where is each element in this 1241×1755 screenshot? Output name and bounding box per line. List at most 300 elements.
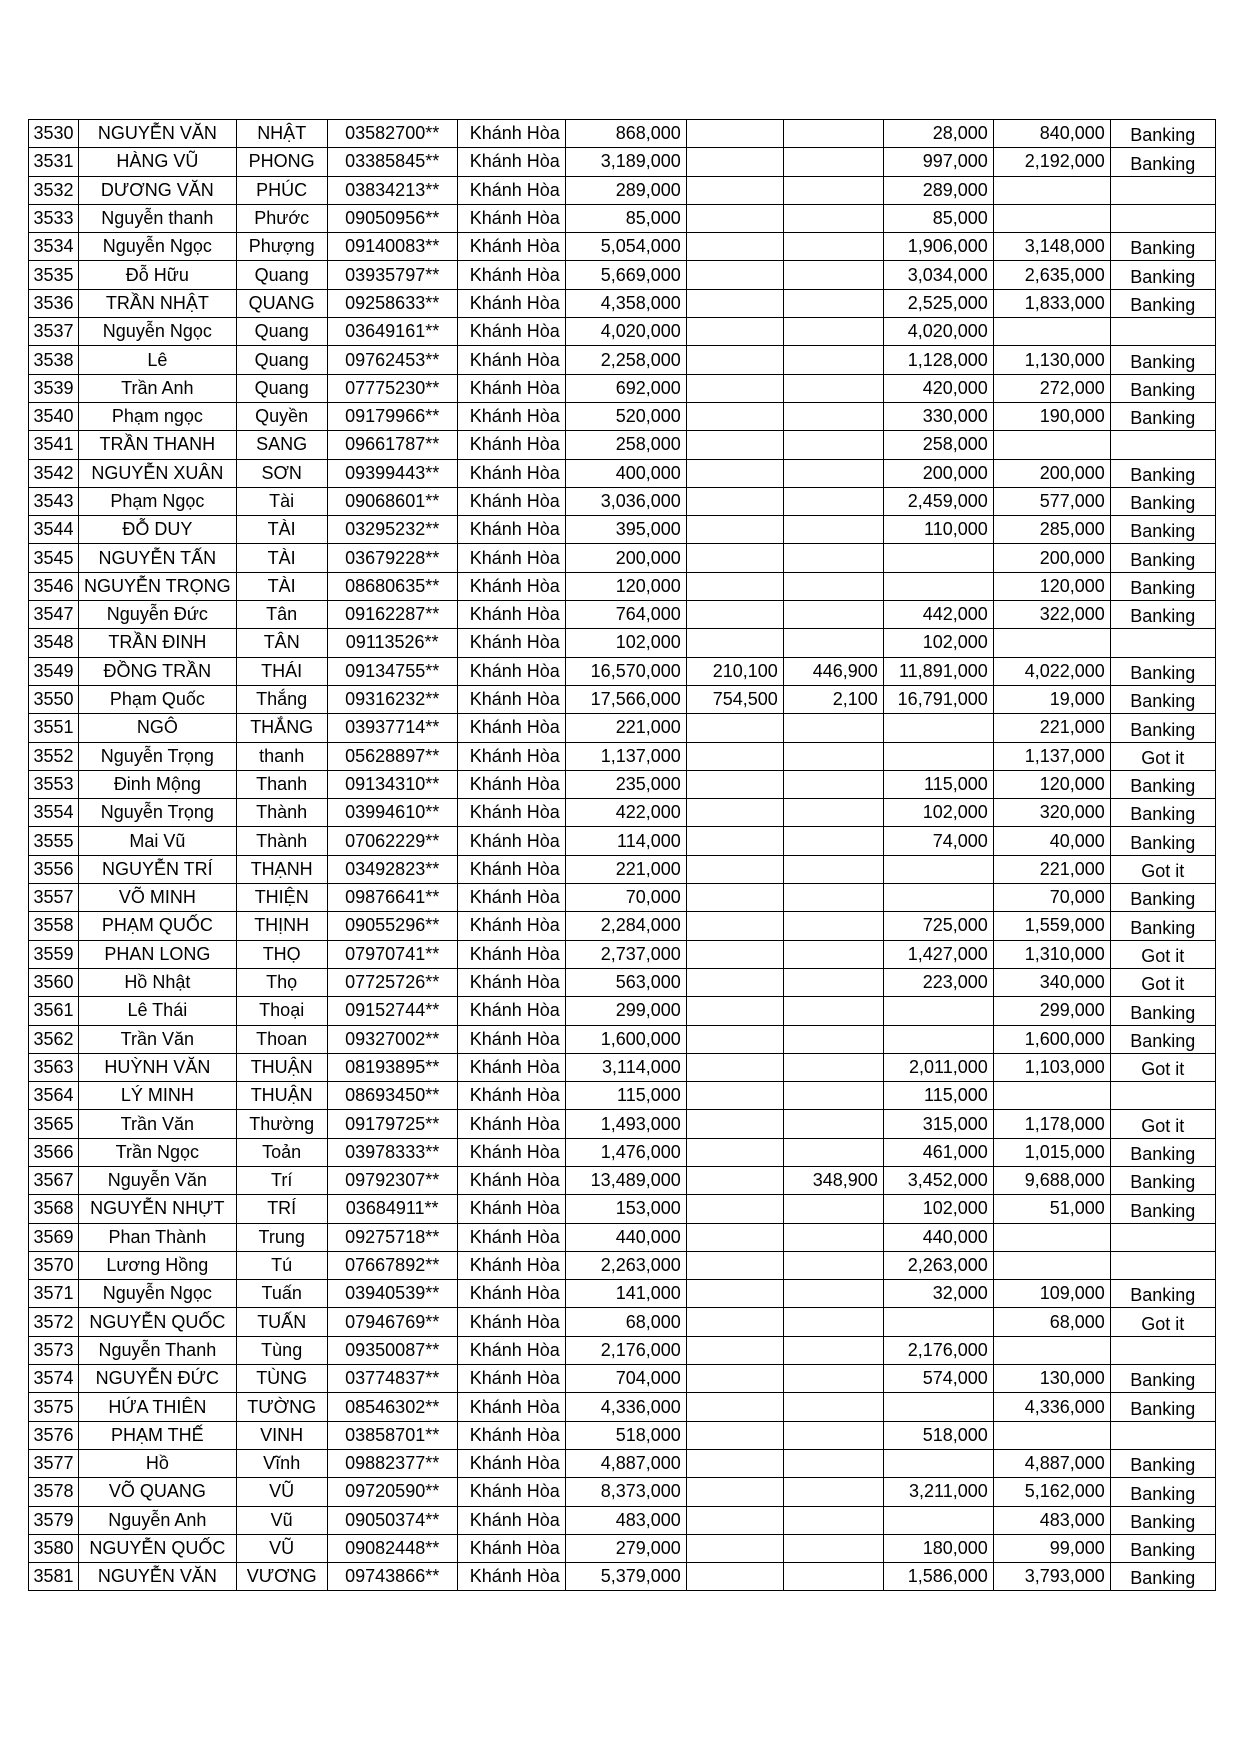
phone-cell: 09327002**	[327, 1025, 457, 1053]
payment-method-cell: Banking	[1110, 1138, 1215, 1166]
last-middle-name-cell: TRẦN ĐINH	[79, 629, 237, 657]
payment-method-cell: Banking	[1110, 487, 1215, 515]
table-row	[29, 120, 1216, 148]
row-index-cell: 3561	[29, 997, 79, 1025]
row-index-cell: 3566	[29, 1138, 79, 1166]
amount-col-7-cell	[686, 884, 783, 912]
amount-col-10-cell: 483,000	[993, 1506, 1110, 1534]
province-cell: Khánh Hòa	[457, 685, 565, 713]
amount-col-9-cell	[883, 1308, 993, 1336]
amount-col-7-cell	[686, 997, 783, 1025]
row-index-cell: 3562	[29, 1025, 79, 1053]
row-index-cell: 3575	[29, 1393, 79, 1421]
payment-method-cell	[1110, 176, 1215, 204]
amount-col-8-cell	[783, 1025, 883, 1053]
amount-col-8-cell	[783, 742, 883, 770]
amount-col-8-cell	[783, 148, 883, 176]
payment-method-cell: Banking	[1110, 233, 1215, 261]
row-index-cell: 3534	[29, 233, 79, 261]
amount-col-8-cell	[783, 1506, 883, 1534]
last-middle-name-cell: Phạm Quốc	[79, 685, 237, 713]
province-cell: Khánh Hòa	[457, 1308, 565, 1336]
first-name-cell: TÂN	[236, 629, 327, 657]
amount-col-9-cell: 11,891,000	[883, 657, 993, 685]
phone-cell: 08193895**	[327, 1053, 457, 1081]
payment-method-cell: Banking	[1110, 1365, 1215, 1393]
first-name-cell: Tân	[236, 601, 327, 629]
total-amount-cell: 289,000	[565, 176, 686, 204]
total-amount-cell: 120,000	[565, 572, 686, 600]
total-amount-cell: 221,000	[565, 714, 686, 742]
amount-col-10-cell: 299,000	[993, 997, 1110, 1025]
first-name-cell: TÀI	[236, 572, 327, 600]
amount-col-7-cell	[686, 431, 783, 459]
amount-col-10-cell: 19,000	[993, 685, 1110, 713]
first-name-cell: THẮNG	[236, 714, 327, 742]
last-middle-name-cell: Hồ	[79, 1449, 237, 1477]
total-amount-cell: 70,000	[565, 884, 686, 912]
amount-col-7-cell	[686, 770, 783, 798]
province-cell: Khánh Hòa	[457, 459, 565, 487]
table-row	[29, 1421, 1216, 1449]
payment-method-cell: Banking	[1110, 1195, 1215, 1223]
table-row	[29, 742, 1216, 770]
phone-cell: 03774837**	[327, 1365, 457, 1393]
amount-col-9-cell: 74,000	[883, 827, 993, 855]
table-row	[29, 1195, 1216, 1223]
amount-col-10-cell: 272,000	[993, 374, 1110, 402]
phone-cell: 03834213**	[327, 176, 457, 204]
phone-cell: 09762453**	[327, 346, 457, 374]
payment-method-cell	[1110, 431, 1215, 459]
amount-col-9-cell: 85,000	[883, 204, 993, 232]
amount-col-8-cell	[783, 1421, 883, 1449]
amount-col-8-cell	[783, 1478, 883, 1506]
payment-method-cell	[1110, 1336, 1215, 1364]
total-amount-cell: 8,373,000	[565, 1478, 686, 1506]
payment-method-cell: Banking	[1110, 1025, 1215, 1053]
first-name-cell: THIỆN	[236, 884, 327, 912]
last-middle-name-cell: NGUYỄN VĂN	[79, 120, 237, 148]
amount-col-10-cell: 130,000	[993, 1365, 1110, 1393]
payment-method-cell: Got it	[1110, 855, 1215, 883]
payment-method-cell: Banking	[1110, 657, 1215, 685]
total-amount-cell: 299,000	[565, 997, 686, 1025]
province-cell: Khánh Hòa	[457, 1195, 565, 1223]
phone-cell: 09661787**	[327, 431, 457, 459]
first-name-cell: SANG	[236, 431, 327, 459]
table-row	[29, 997, 1216, 1025]
table-row	[29, 1280, 1216, 1308]
total-amount-cell: 16,570,000	[565, 657, 686, 685]
row-index-cell: 3559	[29, 940, 79, 968]
amount-col-9-cell: 289,000	[883, 176, 993, 204]
province-cell: Khánh Hòa	[457, 770, 565, 798]
province-cell: Khánh Hòa	[457, 148, 565, 176]
table-row	[29, 912, 1216, 940]
last-middle-name-cell: VÕ QUANG	[79, 1478, 237, 1506]
payment-method-cell: Banking	[1110, 1280, 1215, 1308]
total-amount-cell: 3,114,000	[565, 1053, 686, 1081]
province-cell: Khánh Hòa	[457, 261, 565, 289]
amount-col-10-cell: 190,000	[993, 402, 1110, 430]
amount-col-7-cell	[686, 1563, 783, 1591]
amount-col-9-cell	[883, 544, 993, 572]
phone-cell: 09162287**	[327, 601, 457, 629]
amount-col-10-cell: 2,635,000	[993, 261, 1110, 289]
amount-col-7-cell	[686, 1506, 783, 1534]
first-name-cell: Phước	[236, 204, 327, 232]
row-index-cell: 3537	[29, 318, 79, 346]
table-row	[29, 516, 1216, 544]
row-index-cell: 3553	[29, 770, 79, 798]
province-cell: Khánh Hòa	[457, 997, 565, 1025]
province-cell: Khánh Hòa	[457, 884, 565, 912]
payment-method-cell: Got it	[1110, 968, 1215, 996]
last-middle-name-cell: Nguyễn Thanh	[79, 1336, 237, 1364]
province-cell: Khánh Hòa	[457, 657, 565, 685]
amount-col-9-cell: 3,452,000	[883, 1166, 993, 1194]
phone-cell: 09134310**	[327, 770, 457, 798]
amount-col-8-cell	[783, 1534, 883, 1562]
amount-col-9-cell: 223,000	[883, 968, 993, 996]
last-middle-name-cell: LÝ MINH	[79, 1082, 237, 1110]
amount-col-8-cell	[783, 1449, 883, 1477]
amount-col-9-cell: 518,000	[883, 1421, 993, 1449]
first-name-cell: THỌ	[236, 940, 327, 968]
total-amount-cell: 2,737,000	[565, 940, 686, 968]
phone-cell: 03649161**	[327, 318, 457, 346]
province-cell: Khánh Hòa	[457, 1166, 565, 1194]
amount-col-9-cell: 442,000	[883, 601, 993, 629]
row-index-cell: 3554	[29, 799, 79, 827]
table-row	[29, 374, 1216, 402]
phone-cell: 09399443**	[327, 459, 457, 487]
phone-cell: 08680635**	[327, 572, 457, 600]
amount-col-9-cell: 200,000	[883, 459, 993, 487]
table-row	[29, 261, 1216, 289]
amount-col-7-cell	[686, 855, 783, 883]
amount-col-9-cell: 115,000	[883, 770, 993, 798]
province-cell: Khánh Hòa	[457, 1053, 565, 1081]
payment-method-cell: Banking	[1110, 1393, 1215, 1421]
table-row	[29, 1251, 1216, 1279]
amount-col-9-cell: 315,000	[883, 1110, 993, 1138]
payment-method-cell: Banking	[1110, 120, 1215, 148]
amount-col-7-cell	[686, 629, 783, 657]
province-cell: Khánh Hòa	[457, 233, 565, 261]
row-index-cell: 3546	[29, 572, 79, 600]
amount-col-8-cell	[783, 516, 883, 544]
total-amount-cell: 868,000	[565, 120, 686, 148]
row-index-cell: 3541	[29, 431, 79, 459]
payment-method-cell: Banking	[1110, 912, 1215, 940]
payment-method-cell: Banking	[1110, 261, 1215, 289]
last-middle-name-cell: VÕ MINH	[79, 884, 237, 912]
amount-col-9-cell: 115,000	[883, 1082, 993, 1110]
table-row	[29, 1336, 1216, 1364]
first-name-cell: PHÚC	[236, 176, 327, 204]
payment-method-cell: Banking	[1110, 799, 1215, 827]
amount-col-10-cell: 1,103,000	[993, 1053, 1110, 1081]
amount-col-10-cell: 200,000	[993, 459, 1110, 487]
first-name-cell: TÀI	[236, 516, 327, 544]
amount-col-10-cell	[993, 1223, 1110, 1251]
table-row	[29, 968, 1216, 996]
amount-col-7-cell	[686, 742, 783, 770]
last-middle-name-cell: Phạm ngọc	[79, 402, 237, 430]
amount-col-8-cell	[783, 855, 883, 883]
last-middle-name-cell: Nguyễn Ngọc	[79, 1280, 237, 1308]
payment-method-cell: Got it	[1110, 742, 1215, 770]
amount-col-8-cell	[783, 204, 883, 232]
province-cell: Khánh Hòa	[457, 1138, 565, 1166]
row-index-cell: 3568	[29, 1195, 79, 1223]
total-amount-cell: 483,000	[565, 1506, 686, 1534]
total-amount-cell: 221,000	[565, 855, 686, 883]
amount-col-7-cell	[686, 1336, 783, 1364]
last-middle-name-cell: Nguyễn Trọng	[79, 742, 237, 770]
amount-col-8-cell	[783, 1251, 883, 1279]
amount-col-9-cell: 420,000	[883, 374, 993, 402]
province-cell: Khánh Hòa	[457, 1534, 565, 1562]
phone-cell: 09792307**	[327, 1166, 457, 1194]
phone-cell: 09350087**	[327, 1336, 457, 1364]
row-index-cell: 3577	[29, 1449, 79, 1477]
last-middle-name-cell: HỨA THIÊN	[79, 1393, 237, 1421]
last-middle-name-cell: Hồ Nhật	[79, 968, 237, 996]
row-index-cell: 3532	[29, 176, 79, 204]
table-body	[29, 120, 1216, 1591]
row-index-cell: 3535	[29, 261, 79, 289]
total-amount-cell: 518,000	[565, 1421, 686, 1449]
amount-col-9-cell: 28,000	[883, 120, 993, 148]
total-amount-cell: 4,358,000	[565, 289, 686, 317]
total-amount-cell: 13,489,000	[565, 1166, 686, 1194]
first-name-cell: Tú	[236, 1251, 327, 1279]
total-amount-cell: 395,000	[565, 516, 686, 544]
amount-col-10-cell: 9,688,000	[993, 1166, 1110, 1194]
first-name-cell: Phượng	[236, 233, 327, 261]
phone-cell: 03679228**	[327, 544, 457, 572]
amount-col-7-cell	[686, 487, 783, 515]
amount-col-9-cell: 3,211,000	[883, 1478, 993, 1506]
amount-col-9-cell: 330,000	[883, 402, 993, 430]
province-cell: Khánh Hòa	[457, 204, 565, 232]
amount-col-8-cell	[783, 912, 883, 940]
total-amount-cell: 520,000	[565, 402, 686, 430]
province-cell: Khánh Hòa	[457, 120, 565, 148]
phone-cell: 03858701**	[327, 1421, 457, 1449]
payment-method-cell: Banking	[1110, 1449, 1215, 1477]
last-middle-name-cell: Trần Ngọc	[79, 1138, 237, 1166]
last-middle-name-cell: Nguyễn Văn	[79, 1166, 237, 1194]
last-middle-name-cell: NGUYỄN TẤN	[79, 544, 237, 572]
amount-col-9-cell	[883, 1449, 993, 1477]
amount-col-7-cell	[686, 1280, 783, 1308]
amount-col-7-cell	[686, 544, 783, 572]
amount-col-7-cell	[686, 289, 783, 317]
total-amount-cell: 764,000	[565, 601, 686, 629]
amount-col-9-cell: 110,000	[883, 516, 993, 544]
amount-col-9-cell: 2,263,000	[883, 1251, 993, 1279]
table-row	[29, 1110, 1216, 1138]
table-row	[29, 629, 1216, 657]
total-amount-cell: 200,000	[565, 544, 686, 572]
total-amount-cell: 440,000	[565, 1223, 686, 1251]
payment-method-cell	[1110, 1223, 1215, 1251]
amount-col-9-cell: 2,525,000	[883, 289, 993, 317]
table-row	[29, 1053, 1216, 1081]
amount-col-8-cell: 348,900	[783, 1166, 883, 1194]
amount-col-7-cell	[686, 1166, 783, 1194]
last-middle-name-cell: NGUYỄN QUỐC	[79, 1534, 237, 1562]
province-cell: Khánh Hòa	[457, 1025, 565, 1053]
amount-col-9-cell: 1,427,000	[883, 940, 993, 968]
phone-cell: 03978333**	[327, 1138, 457, 1166]
total-amount-cell: 115,000	[565, 1082, 686, 1110]
total-amount-cell: 3,189,000	[565, 148, 686, 176]
table-row	[29, 714, 1216, 742]
row-index-cell: 3565	[29, 1110, 79, 1138]
amount-col-7-cell	[686, 204, 783, 232]
phone-cell: 03684911**	[327, 1195, 457, 1223]
province-cell: Khánh Hòa	[457, 968, 565, 996]
first-name-cell: Vũ	[236, 1506, 327, 1534]
amount-col-8-cell	[783, 233, 883, 261]
last-middle-name-cell: TRẦN NHẬT	[79, 289, 237, 317]
row-index-cell: 3578	[29, 1478, 79, 1506]
amount-col-8-cell	[783, 459, 883, 487]
table-row	[29, 940, 1216, 968]
table-row	[29, 1534, 1216, 1562]
total-amount-cell: 563,000	[565, 968, 686, 996]
phone-cell: 03935797**	[327, 261, 457, 289]
amount-col-7-cell	[686, 374, 783, 402]
row-index-cell: 3580	[29, 1534, 79, 1562]
amount-col-10-cell: 322,000	[993, 601, 1110, 629]
total-amount-cell: 2,284,000	[565, 912, 686, 940]
row-index-cell: 3530	[29, 120, 79, 148]
amount-col-7-cell	[686, 1053, 783, 1081]
province-cell: Khánh Hòa	[457, 1251, 565, 1279]
last-middle-name-cell: Trần Văn	[79, 1110, 237, 1138]
amount-col-10-cell: 1,833,000	[993, 289, 1110, 317]
province-cell: Khánh Hòa	[457, 1110, 565, 1138]
payment-method-cell: Banking	[1110, 572, 1215, 600]
amount-col-9-cell: 2,459,000	[883, 487, 993, 515]
amount-col-10-cell: 120,000	[993, 572, 1110, 600]
amount-col-8-cell	[783, 1053, 883, 1081]
row-index-cell: 3543	[29, 487, 79, 515]
first-name-cell: Quang	[236, 346, 327, 374]
amount-col-9-cell	[883, 742, 993, 770]
last-middle-name-cell: NGUYỄN VĂN	[79, 1563, 237, 1591]
first-name-cell: Quang	[236, 374, 327, 402]
table-row	[29, 346, 1216, 374]
row-index-cell: 3572	[29, 1308, 79, 1336]
amount-col-9-cell	[883, 572, 993, 600]
first-name-cell: Quang	[236, 318, 327, 346]
amount-col-9-cell: 1,906,000	[883, 233, 993, 261]
table-row	[29, 1563, 1216, 1591]
province-cell: Khánh Hòa	[457, 516, 565, 544]
province-cell: Khánh Hòa	[457, 572, 565, 600]
amount-col-8-cell	[783, 799, 883, 827]
phone-cell: 09720590**	[327, 1478, 457, 1506]
payment-method-cell: Banking	[1110, 148, 1215, 176]
amount-col-10-cell	[993, 431, 1110, 459]
amount-col-7-cell	[686, 912, 783, 940]
table-row	[29, 657, 1216, 685]
amount-col-8-cell	[783, 431, 883, 459]
amount-col-8-cell	[783, 1365, 883, 1393]
total-amount-cell: 1,493,000	[565, 1110, 686, 1138]
first-name-cell: VINH	[236, 1421, 327, 1449]
amount-col-8-cell	[783, 176, 883, 204]
row-index-cell: 3549	[29, 657, 79, 685]
payment-method-cell: Banking	[1110, 402, 1215, 430]
amount-col-8-cell	[783, 120, 883, 148]
amount-col-8-cell	[783, 629, 883, 657]
first-name-cell: THUẬN	[236, 1082, 327, 1110]
phone-cell: 09050956**	[327, 204, 457, 232]
last-middle-name-cell: ĐỒNG TRẦN	[79, 657, 237, 685]
province-cell: Khánh Hòa	[457, 346, 565, 374]
amount-col-9-cell: 2,176,000	[883, 1336, 993, 1364]
total-amount-cell: 153,000	[565, 1195, 686, 1223]
payment-table	[28, 119, 1216, 1591]
phone-cell: 09275718**	[327, 1223, 457, 1251]
payment-method-cell	[1110, 1251, 1215, 1279]
province-cell: Khánh Hòa	[457, 1336, 565, 1364]
first-name-cell: VƯƠNG	[236, 1563, 327, 1591]
amount-col-8-cell	[783, 374, 883, 402]
payment-method-cell: Banking	[1110, 1506, 1215, 1534]
table-row	[29, 827, 1216, 855]
payment-method-cell: Banking	[1110, 997, 1215, 1025]
phone-cell: 03940539**	[327, 1280, 457, 1308]
amount-col-10-cell	[993, 176, 1110, 204]
province-cell: Khánh Hòa	[457, 1223, 565, 1251]
payment-method-cell: Banking	[1110, 544, 1215, 572]
total-amount-cell: 279,000	[565, 1534, 686, 1562]
last-middle-name-cell: ĐỖ DUY	[79, 516, 237, 544]
phone-cell: 09140083**	[327, 233, 457, 261]
row-index-cell: 3548	[29, 629, 79, 657]
amount-col-9-cell: 102,000	[883, 1195, 993, 1223]
amount-col-7-cell	[686, 827, 783, 855]
payment-method-cell	[1110, 1421, 1215, 1449]
amount-col-7-cell	[686, 261, 783, 289]
amount-col-7-cell	[686, 1365, 783, 1393]
phone-cell: 03492823**	[327, 855, 457, 883]
amount-col-7-cell: 754,500	[686, 685, 783, 713]
amount-col-7-cell	[686, 346, 783, 374]
amount-col-10-cell: 40,000	[993, 827, 1110, 855]
row-index-cell: 3564	[29, 1082, 79, 1110]
table-row	[29, 204, 1216, 232]
amount-col-10-cell	[993, 629, 1110, 657]
phone-cell: 03582700**	[327, 120, 457, 148]
phone-cell: 03937714**	[327, 714, 457, 742]
amount-col-9-cell: 102,000	[883, 799, 993, 827]
amount-col-7-cell: 210,100	[686, 657, 783, 685]
row-index-cell: 3552	[29, 742, 79, 770]
row-index-cell: 3571	[29, 1280, 79, 1308]
table-row	[29, 601, 1216, 629]
row-index-cell: 3567	[29, 1166, 79, 1194]
